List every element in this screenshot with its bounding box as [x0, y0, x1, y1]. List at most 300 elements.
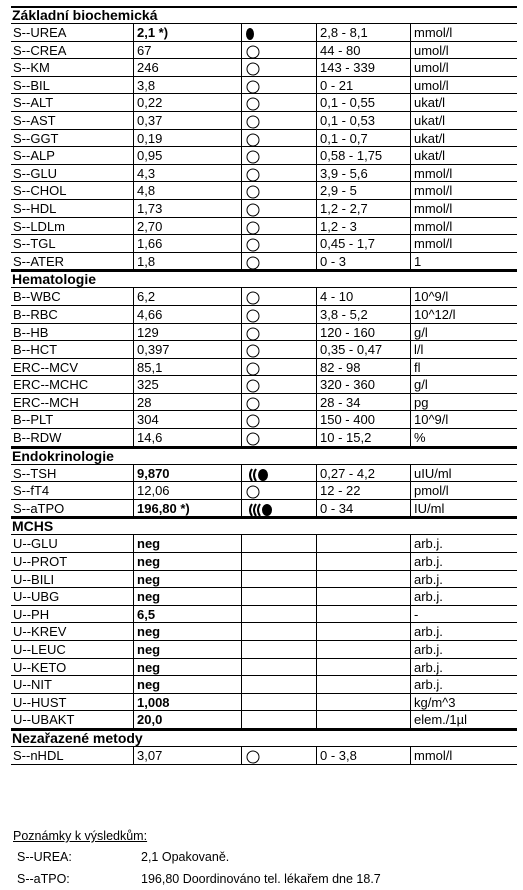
column-divider: [133, 24, 134, 41]
reference-range: 0,1 - 0,53: [320, 112, 375, 128]
result-row: [11, 711, 517, 729]
result-value: 6,2: [137, 289, 156, 305]
result-row: [11, 623, 517, 641]
column-divider: [241, 24, 242, 41]
column-divider: [410, 130, 411, 147]
result-unit: pmol/l: [414, 483, 449, 499]
normal-range-circle-icon: [244, 221, 284, 235]
result-row: [11, 571, 517, 589]
result-indicator: [244, 96, 284, 110]
result-value: neg: [137, 624, 161, 640]
normal-range-circle-icon: [244, 414, 284, 428]
column-divider: [316, 253, 317, 270]
test-name: S--CREA: [13, 42, 67, 58]
result-unit: mmol/l: [414, 25, 453, 40]
column-divider: [133, 482, 134, 499]
column-divider: [316, 235, 317, 252]
result-unit: %: [414, 430, 426, 446]
column-divider: [316, 359, 317, 376]
column-divider: [316, 694, 317, 711]
column-divider: [133, 659, 134, 676]
result-value: 6,5: [137, 606, 156, 622]
result-row: [11, 676, 517, 694]
result-unit: ukat/l: [414, 130, 446, 146]
reference-range: 0,27 - 4,2: [320, 465, 375, 481]
reference-range: 0,35 - 0,47: [320, 342, 383, 358]
column-divider: [410, 411, 411, 428]
result-value: 2,70: [137, 218, 163, 234]
result-value: 20,0: [137, 712, 163, 728]
note-test-name: S--aTPO:: [17, 872, 70, 886]
result-indicator: [244, 413, 284, 427]
column-divider: [410, 42, 411, 59]
result-unit: arb.j.: [414, 642, 443, 657]
reference-range: 2,8 - 8,1: [320, 25, 368, 40]
column-divider: [410, 747, 411, 764]
section-title: Endokrinologie: [12, 447, 114, 464]
reference-range: 4 - 10: [320, 289, 354, 305]
test-name: ERC--MCH: [13, 394, 79, 410]
column-divider: [133, 641, 134, 658]
column-divider: [241, 59, 242, 76]
result-value: 4,66: [137, 306, 163, 322]
result-indicator: [244, 132, 284, 146]
column-divider: [133, 200, 134, 217]
column-divider: [241, 182, 242, 199]
result-row: [11, 200, 517, 218]
column-divider: [316, 465, 317, 482]
result-indicator: [244, 343, 284, 357]
test-name: U--LEUC: [13, 642, 66, 657]
notes-title: Poznámky k výsledkům:: [13, 829, 148, 843]
result-indicator: [244, 431, 284, 445]
result-value: 1,73: [137, 200, 163, 216]
column-divider: [133, 324, 134, 341]
column-divider: [133, 359, 134, 376]
normal-range-circle-icon: [244, 238, 284, 252]
column-divider: [410, 288, 411, 305]
column-divider: [241, 77, 242, 94]
column-divider: [241, 659, 242, 676]
column-divider: [316, 553, 317, 570]
result-indicator: [244, 184, 284, 198]
column-divider: [316, 182, 317, 199]
result-value: neg: [137, 554, 161, 570]
reference-range: 0,58 - 1,75: [320, 148, 383, 164]
column-divider: [241, 623, 242, 640]
result-indicator: [244, 467, 284, 481]
result-indicator: [244, 678, 284, 692]
note-text: 2,1 Opakovaně.: [141, 850, 230, 864]
result-unit: kg/m^3: [414, 694, 456, 710]
result-value: 1,8: [137, 253, 156, 269]
result-value: 9,870: [137, 465, 170, 481]
column-divider: [133, 535, 134, 552]
result-indicator: [244, 255, 284, 269]
column-divider: [241, 571, 242, 588]
section-title: Hematologie: [12, 271, 97, 288]
test-name: B--RBC: [13, 306, 58, 322]
result-unit: arb.j.: [414, 659, 443, 675]
normal-range-circle-icon: [244, 115, 284, 129]
note-text: 196,80 Doordinováno tel. lékařem dne 18.7: [141, 872, 381, 886]
column-divider: [133, 465, 134, 482]
result-unit: arb.j.: [414, 624, 443, 640]
column-divider: [410, 112, 411, 129]
test-name: S--KM: [13, 60, 50, 76]
result-indicator: [244, 79, 284, 93]
column-divider: [410, 500, 411, 517]
column-divider: [133, 235, 134, 252]
section-header: [11, 6, 517, 24]
result-indicator: [244, 167, 284, 181]
result-value: 28: [137, 394, 152, 410]
normal-range-circle-icon: [244, 203, 284, 217]
column-divider: [133, 341, 134, 358]
column-divider: [410, 165, 411, 182]
result-value: neg: [137, 571, 161, 587]
column-divider: [241, 394, 242, 411]
normal-range-circle-icon: [244, 150, 284, 164]
result-row: [11, 500, 517, 518]
result-row: [11, 588, 517, 606]
high-value-marker-icon: [244, 468, 284, 482]
column-divider: [241, 218, 242, 235]
test-name: U--KREV: [13, 624, 67, 640]
result-indicator: [244, 26, 284, 40]
normal-range-circle-icon: [244, 485, 284, 499]
column-divider: [133, 147, 134, 164]
reference-range: 0 - 34: [320, 500, 354, 516]
column-divider: [410, 235, 411, 252]
test-name: S--nHDL: [13, 747, 64, 763]
column-divider: [133, 623, 134, 640]
column-divider: [316, 288, 317, 305]
result-row: [11, 253, 517, 271]
section-title: MCHS: [12, 518, 54, 535]
result-row: [11, 376, 517, 394]
lab-results-table: [11, 6, 517, 765]
column-divider: [410, 465, 411, 482]
reference-range: 320 - 360: [320, 377, 375, 393]
column-divider: [241, 500, 242, 517]
test-name: S--fT4: [13, 483, 50, 499]
column-divider: [241, 482, 242, 499]
test-name: S--HDL: [13, 200, 57, 216]
result-unit: mmol/l: [414, 165, 453, 181]
column-divider: [316, 500, 317, 517]
result-value: 0,37: [137, 112, 163, 128]
result-unit: pg: [414, 394, 429, 410]
result-row: [11, 482, 517, 500]
column-divider: [316, 147, 317, 164]
result-unit: g/l: [414, 324, 428, 340]
column-divider: [133, 711, 134, 728]
result-row: [11, 59, 517, 77]
result-unit: mmol/l: [414, 218, 453, 234]
result-indicator: [244, 749, 284, 763]
result-unit: arb.j.: [414, 536, 443, 552]
reference-range: 2,9 - 5: [320, 183, 357, 199]
column-divider: [241, 306, 242, 323]
result-indicator: [244, 290, 284, 304]
column-divider: [410, 659, 411, 676]
column-divider: [316, 94, 317, 111]
result-unit: ukat/l: [414, 95, 446, 111]
result-indicator: [244, 590, 284, 604]
column-divider: [241, 711, 242, 728]
result-value: 304: [137, 412, 159, 428]
column-divider: [241, 676, 242, 693]
column-divider: [241, 130, 242, 147]
result-value: 85,1: [137, 359, 163, 375]
reference-range: 0,1 - 0,7: [320, 130, 368, 146]
section-title: Nezařazené metody: [12, 729, 143, 746]
result-unit: umol/l: [414, 77, 449, 93]
section-title: Základní biochemická: [12, 7, 158, 23]
result-unit: uIU/ml: [414, 465, 452, 481]
test-name: U--BILI: [13, 571, 55, 587]
normal-range-circle-icon: [244, 256, 284, 270]
column-divider: [316, 112, 317, 129]
normal-range-circle-icon: [244, 344, 284, 358]
test-name: U--KETO: [13, 659, 67, 675]
test-name: U--UBG: [13, 589, 60, 605]
column-divider: [133, 77, 134, 94]
result-row: [11, 535, 517, 553]
reference-range: 0,45 - 1,7: [320, 236, 375, 252]
column-divider: [410, 24, 411, 41]
column-divider: [241, 288, 242, 305]
test-name: S--TGL: [13, 236, 56, 252]
normal-range-circle-icon: [244, 62, 284, 76]
low-value-marker-icon: [244, 27, 284, 41]
test-name: U--PROT: [13, 554, 68, 570]
result-value: 0,397: [137, 342, 170, 358]
column-divider: [133, 500, 134, 517]
result-row: [11, 694, 517, 712]
normal-range-circle-icon: [244, 750, 284, 764]
result-value: 129: [137, 324, 159, 340]
column-divider: [241, 411, 242, 428]
result-value: neg: [137, 677, 161, 693]
column-divider: [133, 676, 134, 693]
column-divider: [133, 694, 134, 711]
result-row: [11, 553, 517, 571]
test-name: S--CHOL: [13, 183, 67, 199]
result-unit: 10^9/l: [414, 289, 449, 305]
column-divider: [133, 411, 134, 428]
result-unit: -: [414, 606, 419, 622]
column-divider: [410, 182, 411, 199]
column-divider: [316, 376, 317, 393]
column-divider: [410, 535, 411, 552]
column-divider: [241, 429, 242, 446]
result-unit: 1: [414, 253, 422, 269]
column-divider: [316, 641, 317, 658]
test-name: ERC--MCHC: [13, 377, 89, 393]
column-divider: [410, 359, 411, 376]
column-divider: [410, 200, 411, 217]
reference-range: 10 - 15,2: [320, 430, 372, 446]
result-unit: IU/ml: [414, 500, 445, 516]
column-divider: [133, 130, 134, 147]
column-divider: [241, 553, 242, 570]
column-divider: [316, 588, 317, 605]
column-divider: [241, 147, 242, 164]
result-indicator: [244, 149, 284, 163]
normal-range-circle-icon: [244, 379, 284, 393]
result-indicator: [244, 44, 284, 58]
reference-range: 44 - 80: [320, 42, 361, 58]
column-divider: [241, 359, 242, 376]
test-name: ERC--MCV: [13, 359, 78, 375]
result-unit: elem./1µl: [414, 712, 468, 728]
result-value: 1,66: [137, 236, 163, 252]
result-indicator: [244, 61, 284, 75]
normal-range-circle-icon: [244, 97, 284, 111]
test-name: U--PH: [13, 606, 50, 622]
result-row: [11, 359, 517, 377]
result-row: [11, 94, 517, 112]
column-divider: [241, 535, 242, 552]
test-name: B--RDW: [13, 430, 62, 446]
result-row: [11, 218, 517, 236]
normal-range-circle-icon: [244, 185, 284, 199]
reference-range: 82 - 98: [320, 359, 361, 375]
test-name: S--TSH: [13, 465, 57, 481]
column-divider: [133, 376, 134, 393]
result-value: neg: [137, 642, 161, 657]
column-divider: [316, 42, 317, 59]
result-row: [11, 641, 517, 659]
column-divider: [316, 535, 317, 552]
normal-range-circle-icon: [244, 309, 284, 323]
column-divider: [316, 711, 317, 728]
result-value: 246: [137, 60, 159, 76]
result-unit: fl: [414, 359, 421, 375]
result-value: 0,95: [137, 148, 163, 164]
column-divider: [133, 588, 134, 605]
column-divider: [133, 747, 134, 764]
column-divider: [133, 182, 134, 199]
reference-range: 1,2 - 2,7: [320, 200, 368, 216]
column-divider: [316, 429, 317, 446]
result-indicator: [244, 608, 284, 622]
result-value: 4,3: [137, 165, 156, 181]
result-row: [11, 288, 517, 306]
test-name: U--HUST: [13, 694, 67, 710]
result-row: [11, 429, 517, 447]
reference-range: 28 - 34: [320, 394, 361, 410]
reference-range: 0 - 3: [320, 253, 347, 269]
result-unit: mmol/l: [414, 200, 453, 216]
result-value: neg: [137, 536, 161, 552]
reference-range: 150 - 400: [320, 412, 375, 428]
column-divider: [410, 253, 411, 270]
column-divider: [410, 482, 411, 499]
result-value: neg: [137, 589, 161, 605]
result-indicator: [244, 326, 284, 340]
normal-range-circle-icon: [244, 168, 284, 182]
column-divider: [410, 571, 411, 588]
section-header: [11, 517, 517, 535]
column-divider: [410, 341, 411, 358]
column-divider: [133, 94, 134, 111]
column-divider: [410, 641, 411, 658]
reference-range: 3,8 - 5,2: [320, 306, 368, 322]
result-unit: arb.j.: [414, 554, 443, 570]
result-row: [11, 341, 517, 359]
result-indicator: [244, 308, 284, 322]
column-divider: [316, 200, 317, 217]
column-divider: [133, 553, 134, 570]
test-name: S--GGT: [13, 130, 59, 146]
normal-range-circle-icon: [244, 362, 284, 376]
result-indicator: [244, 237, 284, 251]
column-divider: [410, 218, 411, 235]
note-test-name: S--UREA:: [17, 850, 72, 864]
column-divider: [316, 24, 317, 41]
column-divider: [241, 200, 242, 217]
column-divider: [133, 165, 134, 182]
result-unit: mmol/l: [414, 236, 453, 252]
column-divider: [241, 165, 242, 182]
result-value: 3,07: [137, 747, 163, 763]
test-name: S--ATER: [13, 253, 65, 269]
result-indicator: [244, 484, 284, 498]
column-divider: [316, 59, 317, 76]
column-divider: [241, 606, 242, 623]
column-divider: [410, 606, 411, 623]
column-divider: [316, 306, 317, 323]
column-divider: [241, 641, 242, 658]
result-indicator: [244, 202, 284, 216]
test-name: B--WBC: [13, 289, 61, 305]
column-divider: [410, 94, 411, 111]
column-divider: [316, 341, 317, 358]
column-divider: [133, 288, 134, 305]
result-indicator: [244, 713, 284, 727]
result-value: 3,8: [137, 77, 156, 93]
result-indicator: [244, 537, 284, 551]
column-divider: [133, 253, 134, 270]
column-divider: [133, 42, 134, 59]
result-indicator: [244, 378, 284, 392]
column-divider: [410, 77, 411, 94]
test-name: B--PLT: [13, 412, 54, 428]
column-divider: [316, 218, 317, 235]
reference-range: 3,9 - 5,6: [320, 165, 368, 181]
result-row: [11, 747, 517, 765]
column-divider: [410, 711, 411, 728]
result-unit: 10^9/l: [414, 412, 449, 428]
normal-range-circle-icon: [244, 432, 284, 446]
result-value: 0,22: [137, 95, 163, 111]
test-name: B--HB: [13, 324, 49, 340]
result-unit: arb.j.: [414, 571, 443, 587]
section-header: [11, 447, 517, 465]
normal-range-circle-icon: [244, 291, 284, 305]
result-unit: umol/l: [414, 42, 449, 58]
result-row: [11, 130, 517, 148]
normal-range-circle-icon: [244, 45, 284, 59]
result-indicator: [244, 114, 284, 128]
result-unit: g/l: [414, 377, 428, 393]
column-divider: [241, 588, 242, 605]
result-value: 325: [137, 377, 159, 393]
normal-range-circle-icon: [244, 397, 284, 411]
